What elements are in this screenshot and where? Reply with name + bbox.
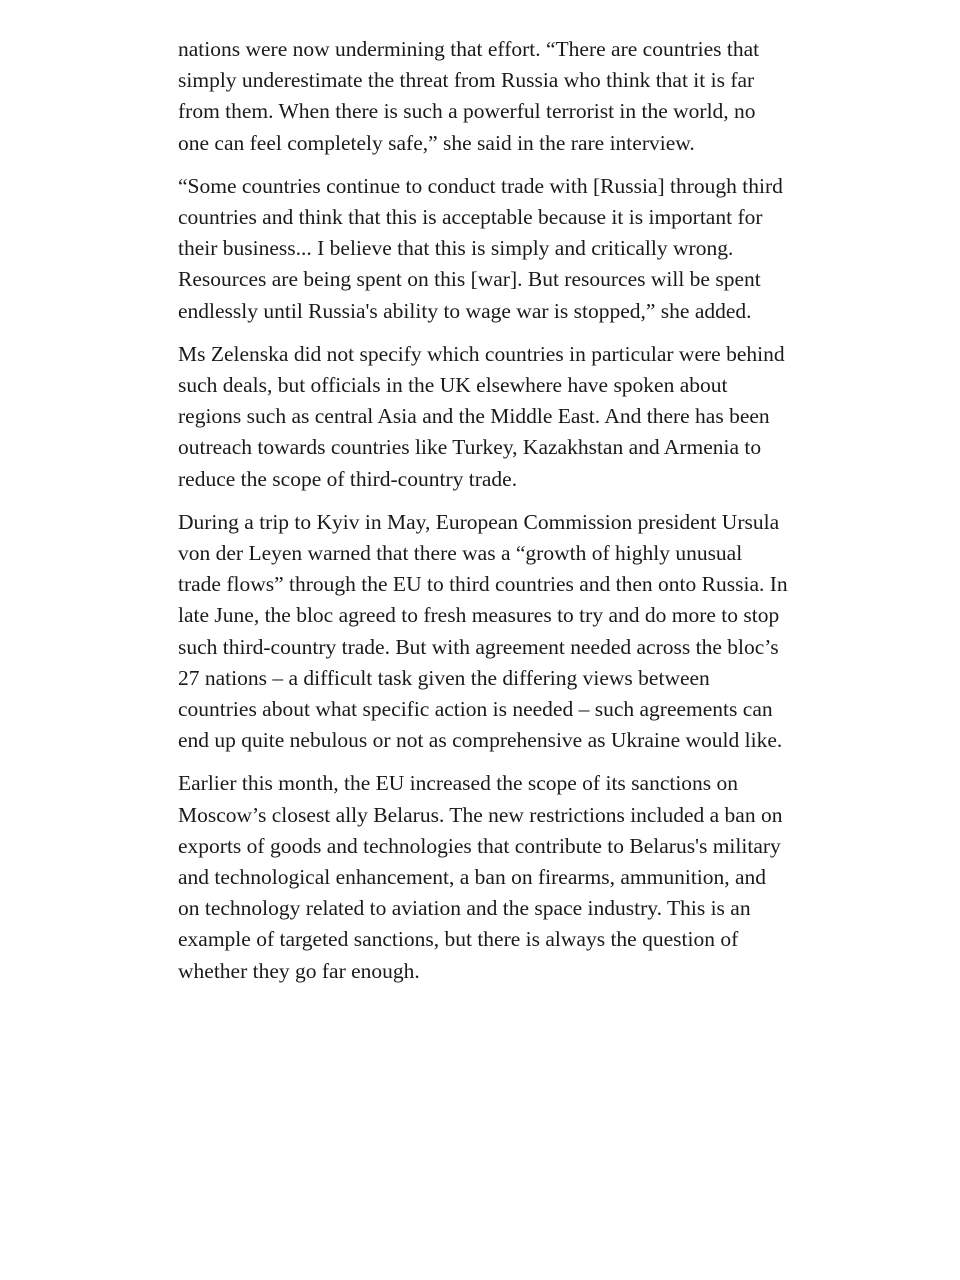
article-body	[178, 34, 790, 999]
article-paragraph-4: During a trip to Kyiv in May, European Commission president Ursula von der Leyen warned that there was a “growth of highly unusual trade flows” through the EU to third countries and then onto Russia. In late June, the bloc agreed to fresh measures to try and do more to stop such third-country trade. But with agreement needed across the bloc’s 27 nations – a difficult task given the differing views between countries about what specific action is needed – such agreements can end up quite nebulous or not as comprehensive as Ukraine would like.	[178, 509, 788, 753]
article-paragraph-3: Ms Zelenska did not specify which countries in particular were behind such deals, but officials in the UK elsewhere have spoken about regions such as central Asia and the Middle East. And there has been outreach towards countries like Turkey, Kazakhstan and Armenia to reduce the scope of third-country trade.	[178, 341, 785, 491]
article-paragraph-5: Earlier this month, the EU increased the scope of its sanctions on Moscow’s closest ally Belarus. The new restrictions included a ban on exports of goods and technologies that contribute to Belarus's military and technological enhancement, a ban on firearms, ammunition, and on technology related to aviation and the space industry. This is an example of targeted sanctions, but there is always the question of whether they go far enough.	[178, 771, 783, 983]
article-paragraph-1: nations were now undermining that effort. “There are countries that simply underestimate the threat from Russia who think that it is far from them. When there is such a powerful terrorist in the world, no one can feel completely safe,” she said in the rare interview.	[178, 37, 760, 155]
article-paragraph-2: “Some countries continue to conduct trade with [Russia] through third countries and think that this is acceptable because it is important for their business... I believe that this is simply and critically wrong. Resources are being spent on this [war]. But resources will be spent endlessly until Russia's ability to wage war is stopped,” she added.	[178, 173, 783, 323]
